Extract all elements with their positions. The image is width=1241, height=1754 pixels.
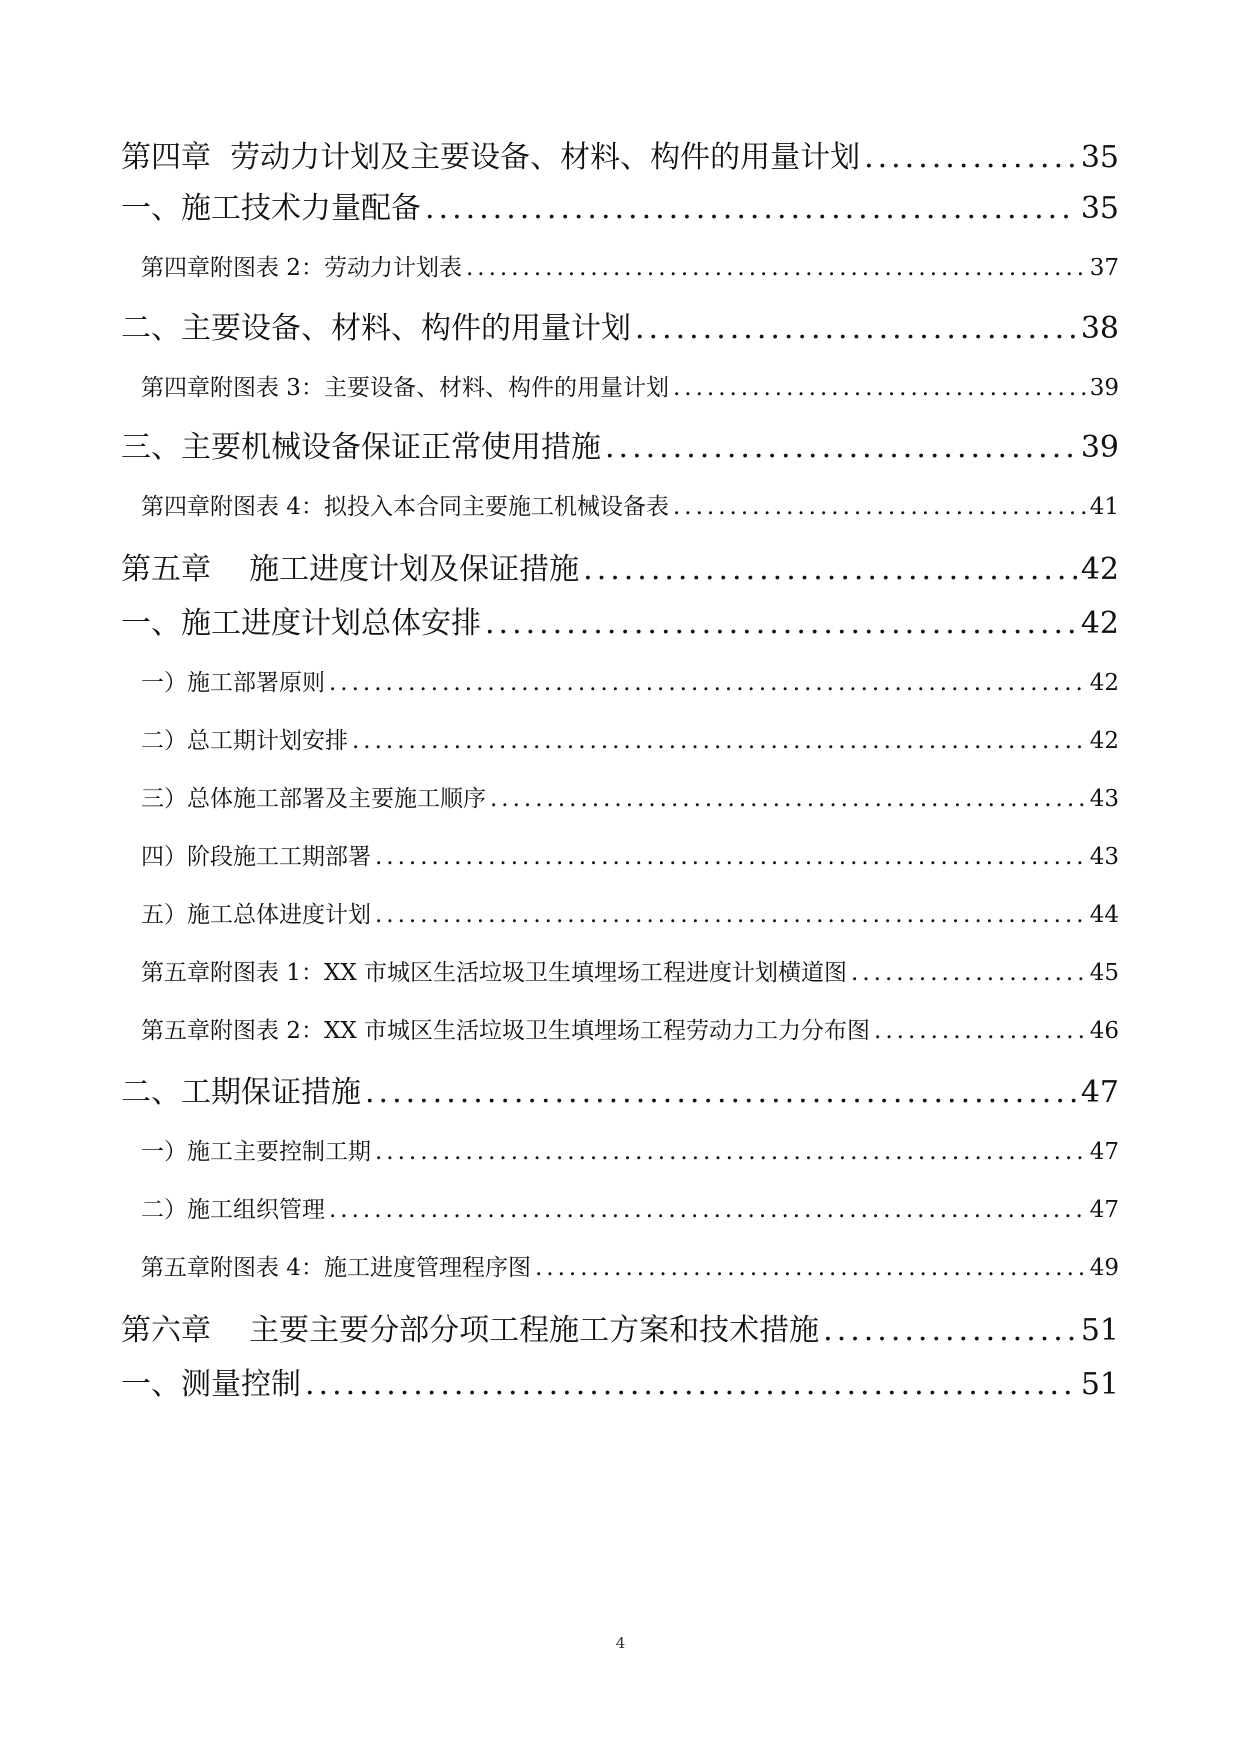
- toc-entry-title: 五）施工总体进度计划: [141, 902, 371, 928]
- toc-entry[interactable]: [121, 781, 1119, 817]
- toc-entry[interactable]: [121, 1362, 1119, 1408]
- toc-entry[interactable]: [121, 1308, 1119, 1354]
- toc-entry-page: 43: [1089, 786, 1119, 812]
- toc-entry-page: 42: [1080, 606, 1119, 641]
- toc-entry-title: 第六章 主要主要分部分项工程施工方案和技术措施: [121, 1313, 820, 1348]
- toc-entry[interactable]: [121, 897, 1119, 933]
- toc-entry-page: 51: [1080, 1313, 1119, 1348]
- toc-dot-leader: [365, 1070, 1077, 1116]
- toc-entry-title: 第四章 劳动力计划及主要设备、材料、构件的用量计划: [121, 140, 861, 175]
- toc-entry[interactable]: [121, 839, 1119, 875]
- toc-entry[interactable]: [121, 1070, 1119, 1116]
- toc-dot-leader: [490, 781, 1086, 817]
- toc-dot-leader: [851, 955, 1086, 991]
- toc-entry-title: 第四章附图表 2：劳动力计划表: [141, 255, 462, 281]
- toc-entry-page: 47: [1080, 1075, 1119, 1110]
- toc-dot-leader: [375, 839, 1086, 875]
- toc-entry[interactable]: [121, 1013, 1119, 1049]
- toc-entry-title: 第五章 施工进度计划及保证措施: [121, 552, 580, 587]
- toc-dot-leader: [583, 547, 1077, 593]
- toc-entry-page: 49: [1089, 1255, 1119, 1281]
- toc-entry[interactable]: [121, 1134, 1119, 1170]
- toc-dot-leader: [329, 1192, 1086, 1228]
- toc-dot-leader: [329, 665, 1086, 701]
- toc-entry[interactable]: [121, 955, 1119, 991]
- toc-dot-leader: [425, 186, 1077, 232]
- toc-entry-title: 一、测量控制: [121, 1367, 301, 1402]
- toc-dot-leader: [305, 1362, 1077, 1408]
- toc-entry-title: 第五章附图表 4：施工进度管理程序图: [141, 1255, 531, 1281]
- toc-entry-title: 第五章附图表 1：XX 市城区生活垃圾卫生填埋场工程进度计划横道图: [141, 960, 848, 986]
- toc-entry-page: 39: [1089, 375, 1119, 401]
- toc-entry-page: 47: [1089, 1197, 1119, 1223]
- toc-dot-leader: [673, 489, 1086, 525]
- toc-entry-page: 41: [1089, 494, 1119, 520]
- toc-entry[interactable]: [121, 186, 1119, 232]
- toc-entry-page: 39: [1080, 430, 1119, 465]
- toc-entry-title: 二）总工期计划安排: [141, 728, 348, 754]
- toc-entry-title: 二、主要设备、材料、构件的用量计划: [121, 311, 631, 346]
- toc-entry-title: 第四章附图表 3：主要设备、材料、构件的用量计划: [141, 375, 669, 401]
- toc-entry-page: 35: [1080, 140, 1119, 175]
- table-of-contents: [121, 0, 1119, 1754]
- toc-entry[interactable]: [121, 489, 1119, 525]
- toc-entry-title: 第四章附图表 4：拟投入本合同主要施工机械设备表: [141, 494, 669, 520]
- toc-entry-page: 35: [1080, 191, 1119, 226]
- toc-entry-page: 37: [1089, 255, 1119, 281]
- toc-entry-title: 三、主要机械设备保证正常使用措施: [121, 430, 601, 465]
- toc-entry-title: 第五章附图表 2：XX 市城区生活垃圾卫生填埋场工程劳动力工力分布图: [141, 1018, 871, 1044]
- toc-dot-leader: [635, 306, 1077, 352]
- toc-entry[interactable]: [121, 601, 1119, 647]
- toc-dot-leader: [823, 1308, 1077, 1354]
- toc-entry-page: 42: [1089, 728, 1119, 754]
- toc-entry-page: 45: [1089, 960, 1119, 986]
- toc-entry-title: 一、施工进度计划总体安排: [121, 606, 481, 641]
- toc-entry[interactable]: [121, 547, 1119, 593]
- toc-dot-leader: [485, 601, 1077, 647]
- toc-entry[interactable]: [121, 665, 1119, 701]
- toc-entry-page: 42: [1080, 552, 1119, 587]
- toc-entry-title: 四）阶段施工工期部署: [141, 844, 371, 870]
- toc-entry-title: 一）施工主要控制工期: [141, 1139, 371, 1165]
- toc-entry[interactable]: [121, 370, 1119, 406]
- toc-dot-leader: [605, 425, 1077, 471]
- toc-entry[interactable]: [121, 250, 1119, 286]
- toc-dot-leader: [874, 1013, 1086, 1049]
- toc-entry-page: 46: [1089, 1018, 1119, 1044]
- toc-entry-page: 38: [1080, 311, 1119, 346]
- toc-dot-leader: [864, 135, 1077, 181]
- toc-entry-title: 三）总体施工部署及主要施工顺序: [141, 786, 486, 812]
- toc-entry-title: 二、工期保证措施: [121, 1075, 361, 1110]
- toc-dot-leader: [535, 1250, 1086, 1286]
- toc-dot-leader: [673, 370, 1086, 406]
- toc-entry-page: 42: [1089, 670, 1119, 696]
- toc-entry-title: 一）施工部署原则: [141, 670, 325, 696]
- toc-entry[interactable]: [121, 1192, 1119, 1228]
- toc-entry[interactable]: [121, 723, 1119, 759]
- toc-dot-leader: [352, 723, 1086, 759]
- toc-entry-title: 二）施工组织管理: [141, 1197, 325, 1223]
- toc-entry[interactable]: [121, 425, 1119, 471]
- toc-entry-page: 43: [1089, 844, 1119, 870]
- toc-entry-page: 47: [1089, 1139, 1119, 1165]
- toc-dot-leader: [375, 1134, 1086, 1170]
- toc-dot-leader: [375, 897, 1086, 933]
- toc-entry-page: 51: [1080, 1367, 1119, 1402]
- page-number: 4: [615, 1634, 626, 1652]
- toc-dot-leader: [466, 250, 1086, 286]
- toc-entry[interactable]: [121, 1250, 1119, 1286]
- toc-entry-title: 一、施工技术力量配备: [121, 191, 421, 226]
- toc-entry-page: 44: [1089, 902, 1119, 928]
- toc-entry[interactable]: [121, 135, 1119, 181]
- toc-entry[interactable]: [121, 306, 1119, 352]
